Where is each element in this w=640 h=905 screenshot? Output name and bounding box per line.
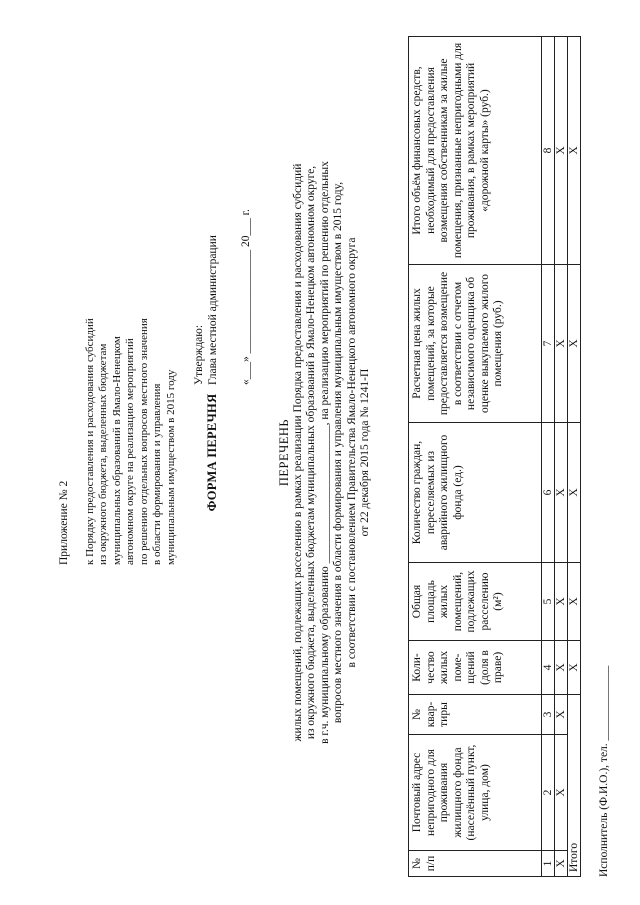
heading-line: из окружного бюджета, выделенных бюджетам муниципальных образований в Ямало-Ненецком автономном округе,: [305, 165, 317, 740]
table-cell: 8: [542, 37, 555, 265]
col-header-address: Почтовый адрес непригодного для проживания жилищного фонда (населённый пункт, улица, дом): [409, 735, 542, 851]
approval-position: Глава местной администрации: [206, 235, 219, 385]
table-cell: 5: [542, 563, 555, 641]
appendix-line: в области формирования и управления: [151, 383, 163, 565]
table-row-column-numbers: [542, 37, 555, 877]
table-cell: X: [555, 37, 568, 265]
appendix-line: муниципальных образований в Ямало-Ненецком: [110, 336, 123, 565]
form-title: ФОРМА ПЕРЕЧНЯ: [205, 393, 219, 512]
col-header-total-area: Общая площадь жилых помещений, подлежащих расселению (м²): [409, 563, 542, 641]
col-header-premises-count: Коли-чество жилых поме-щений (доля в праве): [409, 641, 542, 695]
table-cell: X: [555, 735, 568, 851]
table-cell: X: [568, 641, 581, 695]
executor-line: Исполнитель (Ф.И.О.), тел. _____________: [598, 665, 610, 877]
table-cell: X: [555, 695, 568, 735]
heading-line: от 22 декабря 2015 года № 1241-П: [359, 368, 371, 537]
heading-line: в соответствии с постановлением Правительства Ямало-Ненецкого автономного округа: [345, 237, 358, 668]
total-label: Итого: [568, 695, 581, 877]
housing-list-table: [408, 36, 581, 877]
table-row: [555, 37, 568, 877]
appendix-line: муниципальным имуществом в 2015 году: [164, 369, 177, 565]
appendix-block: [58, 235, 178, 565]
table-row-total: [568, 37, 581, 877]
table-header-row: [409, 37, 542, 877]
table-cell: 2: [542, 735, 555, 851]
appendix-line: из окружного бюджета, выделенных бюджетам: [97, 343, 109, 565]
approval-signature-line: «___» __________________ 20___ г.: [240, 209, 252, 385]
appendix-line: к Порядку предоставления и расходования субсидий: [83, 318, 96, 565]
table-cell: 1: [542, 851, 555, 877]
table-cell: 4: [542, 641, 555, 695]
heading-title: ПЕРЕЧЕНЬ: [277, 418, 291, 487]
table-cell: X: [555, 641, 568, 695]
table-cell: 7: [542, 265, 555, 423]
table-cell: X: [568, 563, 581, 641]
col-header-number: № п/п: [409, 851, 542, 877]
table-cell: X: [568, 423, 581, 563]
col-header-residents: Количество граждан, переселяемых из аварийного жилищного фонда (ед.): [409, 423, 542, 563]
col-header-total-funds: Итого объём финансовых средств, необходимый для предоставления возмещения собственникам за жилые помещения, признанные непригодными для проживания, в рамках мероприятий «дорожной карты» (руб.): [409, 37, 542, 265]
heading-line: жилых помещений, подлежащих расселению в рамках реализации Порядка предоставления и расходования субсидий: [291, 163, 304, 742]
table-cell: X: [568, 265, 581, 423]
table-cell: X: [555, 851, 568, 877]
table-cell: X: [555, 423, 568, 563]
table-cell: X: [555, 265, 568, 423]
col-header-apartment: № квар-тиры: [409, 695, 542, 735]
heading-line: вопросов местного значения в области формирования и управления муниципальным имуществом в 2015 году,: [332, 181, 344, 724]
appendix-line: по решению отдельных вопросов местного значения: [137, 318, 150, 565]
table-cell: X: [555, 563, 568, 641]
approval-label: Утверждаю:: [193, 324, 205, 385]
table-cell: 3: [542, 695, 555, 735]
list-heading: [278, 0, 373, 905]
table-cell: X: [568, 37, 581, 265]
table-cell: 6: [542, 423, 555, 563]
appendix-line: автономном округе на реализацию мероприятий: [124, 338, 136, 565]
appendix-title: Приложение № 2: [58, 480, 70, 565]
col-header-estimated-price: Расчетная цена жилых помещений, за которые предоставляется возмещение в соответствии с отчетом независимого оценщика об оценке выкупаемого жилого помещения (руб.): [409, 265, 542, 423]
approval-block: [193, 175, 254, 385]
heading-line: в г.ч. муниципальному образованию ________________________, на реализацию мероприятий по решению отдельных: [318, 161, 331, 744]
